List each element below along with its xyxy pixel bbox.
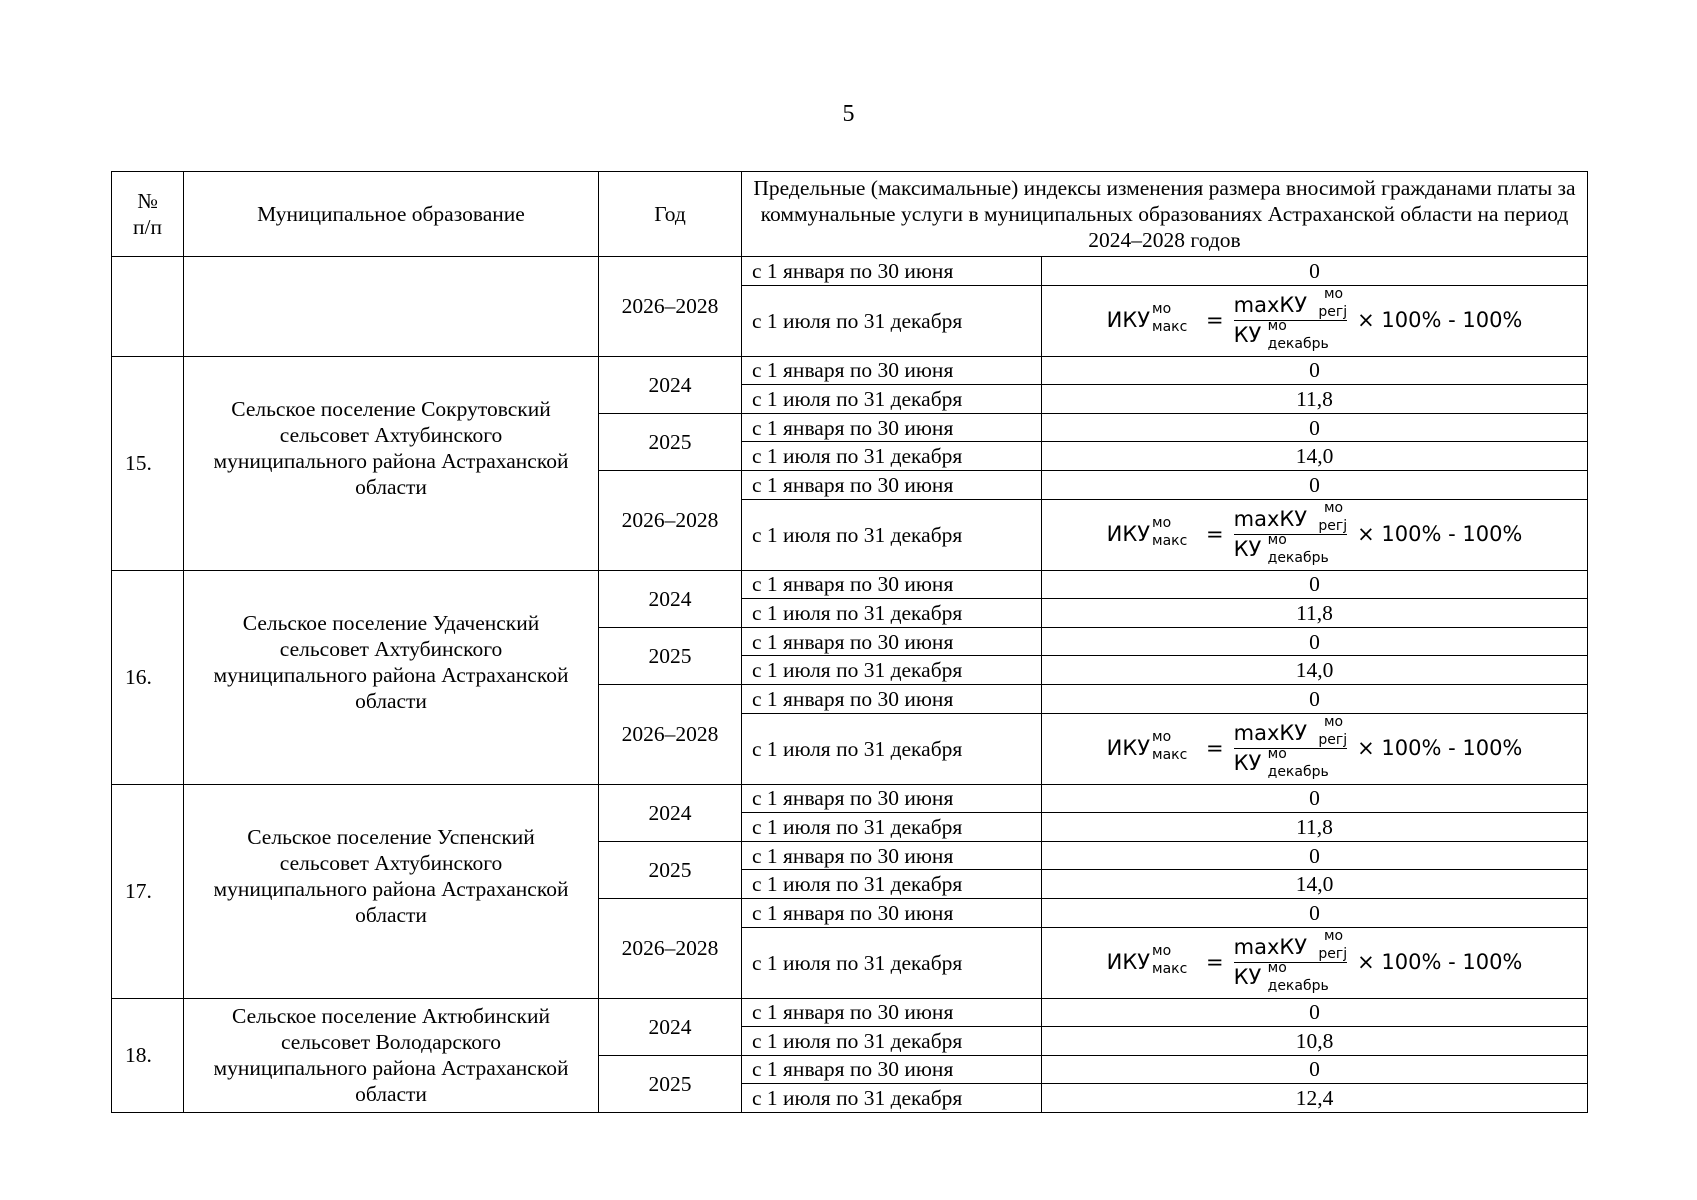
cell-period: с 1 января по 30 июня <box>742 841 1042 870</box>
page-number: 5 <box>842 101 855 127</box>
header-municipality: Муниципальное образование <box>184 172 599 257</box>
cell-period: с 1 января по 30 июня <box>742 627 1042 656</box>
formula-denominator: КУ мо декабрь <box>1233 318 1329 353</box>
cell-period: с 1 июля по 31 декабря <box>742 599 1042 628</box>
cell-period: с 1 января по 30 июня <box>742 257 1042 286</box>
cell-formula <box>1042 927 1588 998</box>
cell-period: с 1 января по 30 июня <box>742 684 1042 713</box>
formula-lhs: ИКУ мо макс <box>1106 301 1188 336</box>
cell-period: с 1 января по 30 июня <box>742 356 1042 385</box>
formula-tail: × 100% - 100% <box>1357 950 1523 974</box>
cell-municipality-empty <box>184 257 599 357</box>
cell-period: с 1 января по 30 июня <box>742 570 1042 599</box>
cell-period: с 1 июля по 31 декабря <box>742 1027 1042 1056</box>
cell-period: с 1 июля по 31 декабря <box>742 713 1042 784</box>
cell-value: 14,0 <box>1042 442 1588 471</box>
formula-tail: × 100% - 100% <box>1357 736 1523 761</box>
table-row <box>112 784 1588 813</box>
cell-municipality <box>184 998 599 1112</box>
cell-year: 2025 <box>599 841 742 898</box>
header-year: Год <box>599 172 742 257</box>
table-header-row <box>112 172 1588 257</box>
cell-number: 16. <box>112 570 184 784</box>
cell-municipality <box>184 356 599 570</box>
cell-year: 2026–2028 <box>599 470 742 570</box>
cell-period: с 1 июля по 31 декабря <box>742 813 1042 842</box>
cell-value: 0 <box>1042 898 1588 927</box>
cell-year: 2024 <box>599 570 742 627</box>
municipality-name: Сельское поселение Сокрутовский сельсовет Ахтубинского муниципального района Астраханской области <box>213 397 569 500</box>
cell-year: 2024 <box>599 356 742 413</box>
formula-fraction <box>1233 500 1348 567</box>
formula-equals: = <box>1206 522 1224 547</box>
formula-equals: = <box>1206 308 1224 333</box>
cell-value: 12,4 <box>1042 1084 1588 1113</box>
cell-formula <box>1042 713 1588 784</box>
cell-year: 2026–2028 <box>599 684 742 784</box>
formula-tail: × 100% - 100% <box>1357 308 1523 333</box>
cell-value: 0 <box>1042 784 1588 813</box>
formula-fraction <box>1233 286 1348 353</box>
cell-value: 11,8 <box>1042 385 1588 414</box>
table-row <box>112 570 1588 599</box>
cell-value: 14,0 <box>1042 656 1588 685</box>
cell-value: 14,0 <box>1042 870 1588 899</box>
cell-value: 0 <box>1042 257 1588 286</box>
cell-period: с 1 июля по 31 декабря <box>742 870 1042 899</box>
cell-period: с 1 января по 30 июня <box>742 898 1042 927</box>
cell-value: 10,8 <box>1042 1027 1588 1056</box>
cell-value: 11,8 <box>1042 599 1588 628</box>
formula-denominator: КУ мо декабрь <box>1233 960 1329 994</box>
cell-municipality <box>184 784 599 998</box>
cell-value: 0 <box>1042 684 1588 713</box>
cell-value: 0 <box>1042 627 1588 656</box>
formula-fraction <box>1233 714 1348 781</box>
header-number: № п/п <box>112 172 184 257</box>
cell-year: 2026–2028 <box>599 257 742 357</box>
table-row <box>112 257 1588 286</box>
cell-period: с 1 июля по 31 декабря <box>742 442 1042 471</box>
formula-tail: × 100% - 100% <box>1357 522 1523 547</box>
formula-lhs: ИКУ мо макс <box>1106 729 1188 764</box>
cell-value: 0 <box>1042 998 1588 1027</box>
index-formula <box>1106 928 1523 994</box>
index-formula <box>1106 286 1523 353</box>
cell-value: 0 <box>1042 470 1588 499</box>
cell-year: 2025 <box>599 1055 742 1112</box>
cell-period: с 1 июля по 31 декабря <box>742 927 1042 998</box>
cell-year: 2025 <box>599 413 742 470</box>
cell-value: 0 <box>1042 841 1588 870</box>
cell-period: с 1 января по 30 июня <box>742 413 1042 442</box>
cell-year: 2026–2028 <box>599 898 742 998</box>
cell-value: 11,8 <box>1042 813 1588 842</box>
cell-period: с 1 июля по 31 декабря <box>742 385 1042 414</box>
cell-value: 0 <box>1042 413 1588 442</box>
formula-numerator: maxКУ мо регj <box>1233 500 1348 535</box>
cell-year: 2024 <box>599 784 742 841</box>
formula-lhs: ИКУ мо макс <box>1106 515 1188 550</box>
cell-period: с 1 января по 30 июня <box>742 470 1042 499</box>
tariff-index-table <box>111 171 1588 1113</box>
cell-formula <box>1042 285 1588 356</box>
cell-year: 2024 <box>599 998 742 1055</box>
cell-year: 2025 <box>599 627 742 684</box>
cell-municipality <box>184 570 599 784</box>
header-indices: Предельные (максимальные) индексы изменения размера вносимой гражданами платы за коммунальные услуги в муниципальных образованиях Астраханской области на период 2024–2028 годов <box>742 172 1588 257</box>
cell-period: с 1 июля по 31 декабря <box>742 1084 1042 1113</box>
table-body <box>112 257 1588 1113</box>
formula-equals: = <box>1206 736 1224 761</box>
municipality-name: Сельское поселение Успенский сельсовет Ахтубинского муниципального района Астраханской области <box>213 825 569 928</box>
cell-period: с 1 января по 30 июня <box>742 1055 1042 1084</box>
formula-numerator: maxКУ мо регj <box>1233 714 1348 749</box>
cell-period: с 1 июля по 31 декабря <box>742 656 1042 685</box>
municipality-name: Сельское поселение Актюбинский сельсовет Володарского муниципального района Астраханской области <box>213 1004 569 1107</box>
index-formula <box>1106 714 1523 781</box>
formula-fraction <box>1233 928 1348 994</box>
cell-value: 0 <box>1042 570 1588 599</box>
table-row <box>112 998 1588 1027</box>
cell-period: с 1 июля по 31 декабря <box>742 499 1042 570</box>
formula-denominator: КУ мо декабрь <box>1233 532 1329 567</box>
cell-value: 0 <box>1042 1055 1588 1084</box>
cell-period: с 1 января по 30 июня <box>742 784 1042 813</box>
municipality-name: Сельское поселение Удаченский сельсовет Ахтубинского муниципального района Астраханской области <box>213 611 569 714</box>
table-row <box>112 356 1588 385</box>
cell-period: с 1 января по 30 июня <box>742 998 1042 1027</box>
cell-number-empty <box>112 257 184 357</box>
cell-period: с 1 июля по 31 декабря <box>742 285 1042 356</box>
cell-value: 0 <box>1042 356 1588 385</box>
index-formula <box>1106 500 1523 567</box>
formula-denominator: КУ мо декабрь <box>1233 746 1329 781</box>
formula-lhs: ИКУ мо макс <box>1106 943 1188 977</box>
cell-number: 15. <box>112 356 184 570</box>
formula-equals: = <box>1206 950 1224 974</box>
formula-numerator: maxКУ мо регj <box>1233 928 1348 962</box>
cell-formula <box>1042 499 1588 570</box>
formula-numerator: maxКУ мо регj <box>1233 286 1348 321</box>
cell-number: 18. <box>112 998 184 1112</box>
cell-number: 17. <box>112 784 184 998</box>
